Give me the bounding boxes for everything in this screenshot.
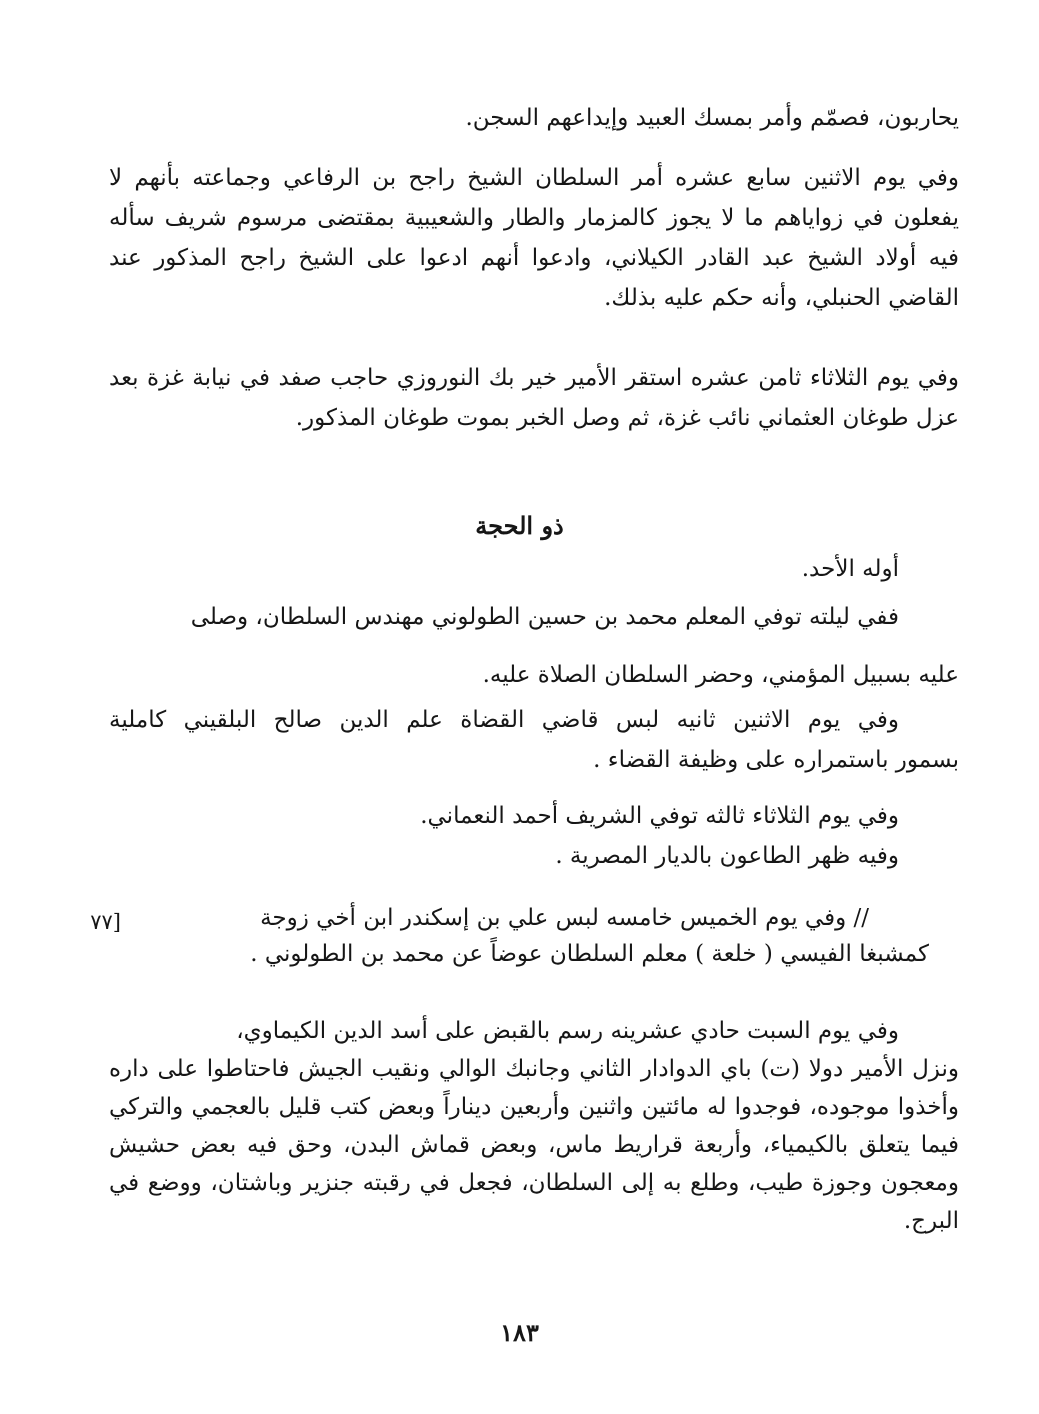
paragraph-first-day: أوله الأحد. xyxy=(801,556,899,582)
judge-robe-line-2: بسمور باستمراره على وظيفة القضاء . xyxy=(593,747,959,773)
paragraph-rajih-decree: وفي يوم الاثنين سابع عشره أمر السلطان الشيخ راجح بن الرفاعي وجماعته بأنهم لا يفعلون في زواياهم ما لا يجوز كالمزمار والطار والشعيبية بمقتضى مرسوم شريف سأله فيه أولاد الشيخ عبد القادر الكيلاني، وادعوا أنهم ادعوا على الشيخ راجح المذكور عند القاضي الحنبلي، وأنه حكم عليه بذلك. xyxy=(109,165,959,311)
section-heading: ذو الحجة xyxy=(475,511,564,540)
thursday-robe-line-2: كمشبغا الفيسي ( خلعة ) معلم السلطان عوضاً عن محمد بن الطولوني . xyxy=(250,941,929,967)
paragraph-prison-order: يحاربون، فصمّم وأمر بمسك العبيد وإيداعهم السجن. xyxy=(465,105,959,131)
judge-robe-line-1: وفي يوم الاثنين ثانيه لبس قاضي القضاة علم الدين صالح البلقيني كاملية xyxy=(109,707,899,733)
paragraph-gaza-appointment: وفي يوم الثلاثاء ثامن عشره استقر الأمير خير بك النوروزي حاجب صفد في نيابة غزة بعد عزل طوغان العثماني نائب غزة، ثم وصل الخبر بموت طوغان المذكور. xyxy=(109,365,959,431)
paragraph-judge-robe xyxy=(109,700,959,780)
page-number: ١٨٣ xyxy=(500,1318,539,1347)
paragraph-sharif-death: وفي يوم الثلاثاء ثالثه توفي الشريف أحمد النعماني. xyxy=(420,803,899,829)
paragraph-alchemist-arrest xyxy=(109,1012,959,1240)
engineer-death-line-2: عليه بسبيل المؤمني، وحضر السلطان الصلاة عليه. xyxy=(482,662,959,688)
thursday-robe-line-1: // وفي يوم الخميس خامسه لبس علي بن إسكندر ابن أخي زوجة xyxy=(260,905,869,931)
folio-marker: [٧٧ xyxy=(90,910,121,934)
engineer-death-line-1: ففي ليلته توفي المعلم محمد بن حسين الطولوني مهندس السلطان، وصلى xyxy=(190,604,899,630)
paragraph-thursday-robe xyxy=(109,900,929,972)
paragraph-plague: وفيه ظهر الطاعون بالديار المصرية . xyxy=(555,843,899,869)
alchemist-arrest-rest: ونزل الأمير دولا (ت) باي الدوادار الثاني وجانبك الوالي ونقيب الجيش فاحتاطوا على داره وأخذوا موجوده، فوجدوا له مائتين واثنين وأربعين ديناراً وبعض كتب قليل بالعجمي والتركي فيما يتعلق بالكيمياء، وأربعة قراريط ماس، وبعض قماش البدن، وحق فيه بعض حشيش ومعجون وجوزة طيب، وطلع به إلى السلطان، فجعل في رقبته جنزير وباشتان، ووضع في البرج. xyxy=(109,1056,959,1234)
paragraph-engineer-death xyxy=(109,597,959,695)
alchemist-arrest-line-1: وفي يوم السبت حادي عشرينه رسم بالقبض على أسد الدين الكيماوي، xyxy=(236,1018,899,1044)
